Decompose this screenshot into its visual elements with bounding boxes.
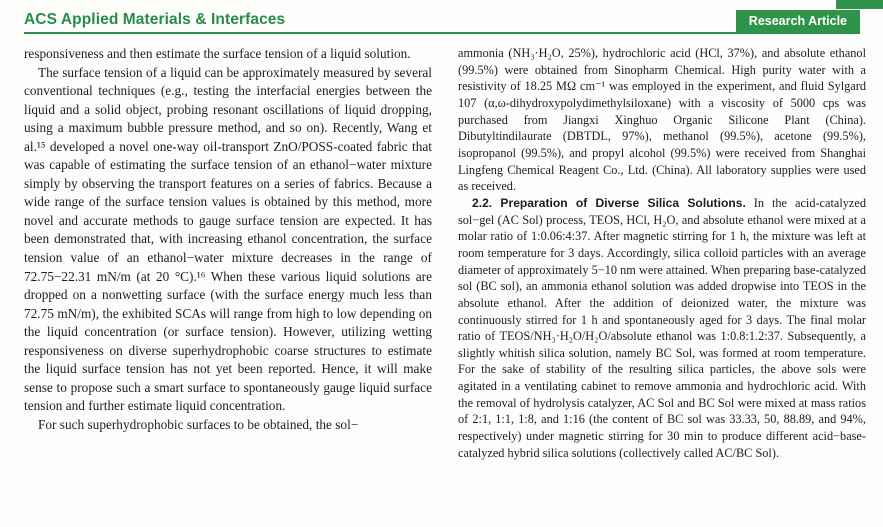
paragraph: responsiveness and then estimate the surface tension of a liquid solution. xyxy=(24,46,411,61)
paragraph-text: In the acid-catalyzed sol−gel (AC Sol) process, TEOS, HCl, H₂O, and absolute ethanol were mixed at a molar ratio of 1:0.06:4:37. After magnetic stirring for 1 h, the mixture was left at room temperature for 3 days. Accordingly, silica colloid particles with an average diameter of approximately 5−10 nm were attained. When preparing base-catalyzed sol (BC sol), an ammonia ethanol solution was added dropwise into TEOS in the absolute ethanol. After the addition of deionized water, the mixture was continuously stirred for 1 h and spontaneously aged for 3 days. The final molar ratio of TEOS/NH₃·H₂O/H₂O/absolute ethanol was 1:0.8:1.2:37. Subsequently, a slightly whitish silica solution, namely BC Sol, was formed at room temperature. For the sake of stability of the resulting silica particles, the above sols were agitated in a ventilating cabinet to remove ammonia and hydrochloric acid. With the removal of hydrolysis catalyzer, AC Sol and BC Sol were mixed at mass ratios of 2:1, 1:1, 1:8, and 1:16 (the content of BC sol was 33.33, 50, 88.89, and 94%, respectively) under magnetic stirring for 30 min to produce different acid−base-catalyzed hybrid silica solutions (collectively called AC/BC Sol). xyxy=(458,195,866,460)
research-article-badge: Research Article xyxy=(736,10,860,33)
paragraph: The surface tension of a liquid can be approximately measured by several conventional techniques (e.g., testing the interfacial energies between the liquid and a solid object, probing resonant oscillations of liquid dropping, using a maximum bubble pressure method, and so on). Recently, Wang et al.¹⁵ developed a novel one-way oil-transport ZnO/POSS-coated fabric that was capable of estimating the surface tension of an ethanol−water mixture simply by observing the transport features on a series of fabrics. Because a wide range of the surface tension values is obtained by this method, more novel and accurate methods to gauge surface tension are expected. It has been demonstrated that, with increasing ethanol concentration, the surface tension value of an ethanol−water mixture decreases in the range of 72.75−22.31 mN/m (at 20 °C).¹⁶ When these various liquid solutions are dropped on a nonwetting surface (with the surface energy much less than 72.75 mN/m), the exhibited SCAs will range from high to low depending on the liquid concentration (or surface tension). However, utilizing wetting responsiveness on diverse superhydrophobic coarse structures to estimate the liquid surface tension has not yet been reported. Hence, it will make sense to propose such a smart surface to spontaneously gauge liquid surface tension and further estimate liquid concentration. xyxy=(24,64,432,414)
section-heading: 2.2. Preparation of Diverse Silica Solutions. xyxy=(472,195,746,210)
paragraph: ammonia (NH₃·H₂O, 25%), hydrochloric acid (HCl, 37%), and absolute ethanol (99.5%) were obtained from Sinopharm Chemical. High purity water with a resistivity of 18.25 MΩ cm⁻¹ was employed in the experiment, and fluid Sylgard 107 (α,ω-dihydroxypolydimethylsiloxane) with a viscosity of 5000 cps was purchased from Jiangxi Xinghuo Organic Silicone Plant (China). Dibutyltindilaurate (DBTDL, 97%), methanol (99.5%), acetone (99.5%), isopropanol (99.5%), and propyl alcohol (99.5%) were received from Shanghai Lingfeng Chemical Reagent Co., Ltd. (China). All laboratory supplies were used as received. xyxy=(458,46,866,194)
two-column-body xyxy=(24,45,866,461)
journal-title: ACS Applied Materials & Interfaces xyxy=(24,11,286,28)
right-column xyxy=(458,45,866,461)
left-column xyxy=(24,45,432,461)
paragraph: For such superhydrophobic surfaces to be obtained, the sol− xyxy=(38,416,359,432)
page-header xyxy=(24,0,860,34)
paragraph xyxy=(458,195,866,462)
